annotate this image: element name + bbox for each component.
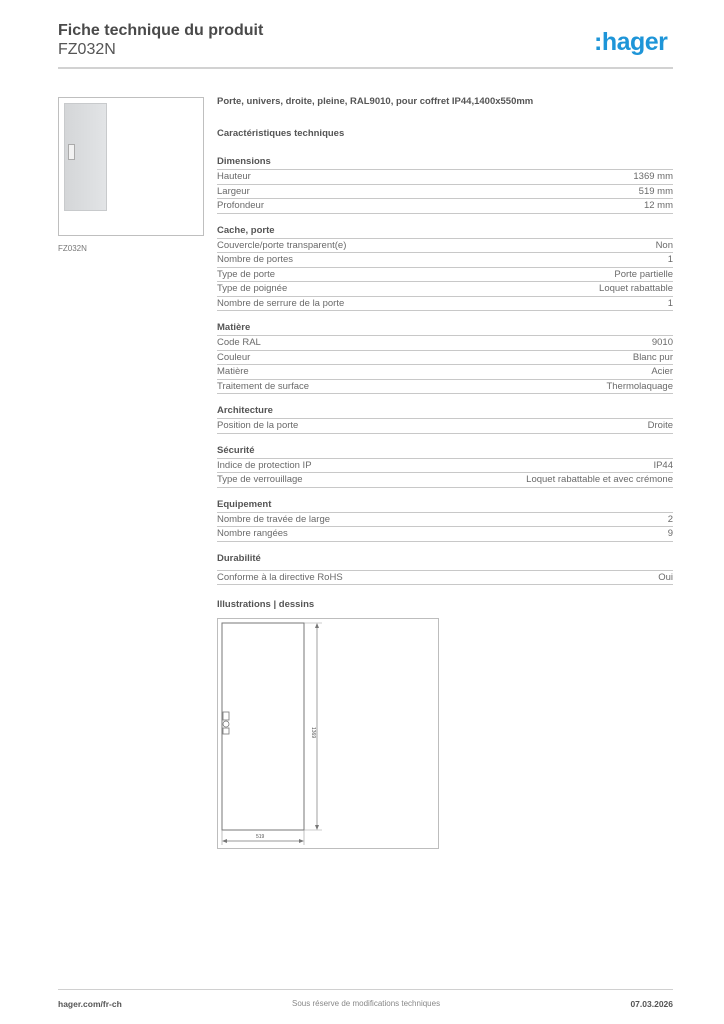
section-matiere [217,322,673,394]
spec-row [217,239,673,254]
spec-label: Matière [217,366,249,377]
product-code: FZ032N [58,41,116,58]
footer-divider [58,989,673,990]
spec-row [217,351,673,366]
spec-value: 1 [667,254,673,265]
logo-text: hager [601,28,668,56]
spec-label: Position de la porte [217,420,299,431]
spec-value: Acier [651,366,673,377]
door-drawing-icon [218,619,440,850]
spec-row [217,571,673,586]
spec-label: Nombre rangées [217,528,288,539]
spec-value: 519 mm [638,185,673,197]
spec-value: 9 [667,528,673,539]
section-securite [217,445,673,488]
spec-row [217,185,673,200]
spec-panel [217,96,673,596]
height-dimension-label: 1369 [310,727,316,739]
spec-row [217,170,673,185]
illustrations-title: Illustrations | dessins [217,599,315,610]
hager-logo [594,28,667,57]
product-image [58,97,204,236]
spec-row [217,268,673,283]
product-image-caption: FZ032N [58,244,87,253]
spec-value: Droite [647,420,673,431]
section-equipement [217,499,673,542]
spec-value: Loquet rabattable [599,283,673,294]
spec-label: Hauteur [217,171,251,182]
technical-drawing [217,618,439,849]
section-title: Equipement [217,499,673,513]
spec-value: Non [655,239,673,251]
spec-value: 9010 [651,337,673,348]
spec-label: Profondeur [217,200,265,211]
page-title: Fiche technique du produit [58,22,264,39]
section-title: Sécurité [217,445,673,459]
section-title: Architecture [217,405,673,419]
spec-value: Loquet rabattable et avec crémone [526,474,673,485]
width-dimension-label: 519 [256,834,265,840]
spec-row [217,365,673,380]
spec-row [217,199,673,214]
spec-value: Oui [658,571,673,583]
footer-date: 07.03.2026 [630,999,673,1009]
spec-value: Thermolaquage [606,380,673,392]
spec-row [217,513,673,528]
spec-row [217,336,673,351]
spec-row [217,473,673,488]
spec-label: Conforme à la directive RoHS [217,571,343,583]
spec-label: Couleur [217,351,251,363]
spec-value: Porte partielle [614,268,673,280]
spec-row [217,419,673,434]
spec-label: Nombre de travée de large [217,513,331,525]
spec-row [217,253,673,268]
section-durabilite [217,553,673,586]
footer-disclaimer: Sous réserve de modifications techniques [292,999,441,1008]
spec-label: Type de verrouillage [217,474,303,485]
spec-row [217,459,673,474]
spec-label: Largeur [217,185,250,197]
footer-website-link[interactable]: hager.com/fr-ch [58,999,122,1009]
spec-value: 1 [667,297,673,309]
spec-row [217,297,673,312]
tech-title: Caractéristiques techniques [217,128,345,139]
spec-label: Code RAL [217,337,261,348]
spec-label: Traitement de surface [217,380,310,392]
section-cache-porte [217,225,673,312]
spec-value: 2 [667,513,673,525]
spec-label: Type de porte [217,268,276,280]
section-title: Durabilité [217,553,673,571]
logo-dots: : [594,28,602,56]
spec-label: Nombre de serrure de la porte [217,297,345,309]
spec-label: Nombre de portes [217,254,294,265]
spec-label: Type de poignée [217,283,288,294]
door-handle-icon [68,144,75,160]
header-divider [58,67,673,69]
spec-value: Blanc pur [632,351,673,363]
spec-label: Indice de protection IP [217,459,312,471]
section-architecture [217,405,673,434]
section-title: Dimensions [217,156,673,170]
product-description: Porte, univers, droite, pleine, RAL9010, pour coffret IP44,1400x550mm [217,96,534,107]
spec-row [217,380,673,395]
section-title: Cache, porte [217,225,673,239]
spec-row [217,282,673,297]
section-title: Matière [217,322,673,336]
spec-value: IP44 [653,459,673,471]
section-dimensions [217,156,673,214]
spec-value: 1369 mm [633,171,673,182]
spec-label: Couvercle/porte transparent(e) [217,239,347,251]
spec-value: 12 mm [643,200,673,211]
door-photo-icon [64,103,107,211]
spec-row [217,527,673,542]
